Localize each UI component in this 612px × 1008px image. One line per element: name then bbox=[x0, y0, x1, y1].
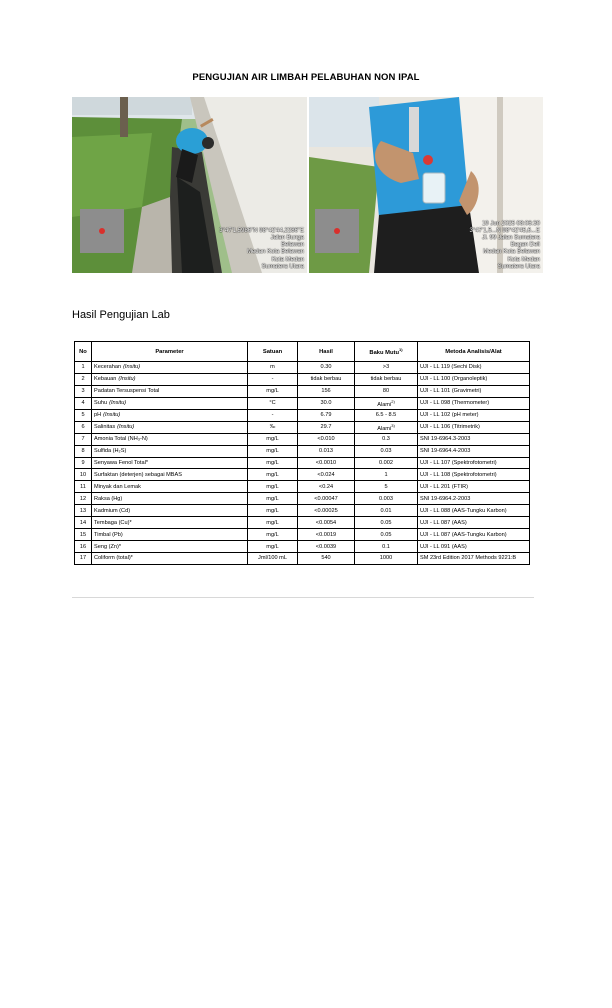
table-row bbox=[75, 553, 530, 565]
cell-result: <0.010 bbox=[298, 433, 355, 445]
cell-method: UJI - LL 102 (pH meter) bbox=[418, 409, 530, 421]
cell-method: UJI - LL 088 (AAS-Tungku Karbon) bbox=[418, 505, 530, 517]
cell-unit: mg/L bbox=[248, 385, 298, 397]
cell-parameter: Kadmium (Cd) bbox=[92, 505, 248, 517]
cell-standard: 80 bbox=[355, 385, 418, 397]
cell-standard: Alami$^{2)}$ bbox=[355, 397, 418, 409]
table-row bbox=[75, 362, 530, 374]
cell-parameter: Senyawa Fenol Total* bbox=[92, 457, 248, 469]
cell-parameter: Timbal (Pb) bbox=[92, 529, 248, 541]
table-row bbox=[75, 481, 530, 493]
cell-standard: 1000 bbox=[355, 553, 418, 565]
table-row bbox=[75, 373, 530, 385]
header-unit: Satuan bbox=[248, 342, 298, 362]
cell-no: 12 bbox=[75, 493, 92, 505]
cell-no: 1 bbox=[75, 362, 92, 374]
cell-unit: mg/L bbox=[248, 469, 298, 481]
cell-no: 3 bbox=[75, 385, 92, 397]
cell-unit: mg/L bbox=[248, 445, 298, 457]
cell-result: 6.79 bbox=[298, 409, 355, 421]
cell-method: UJI - LL 108 (Spektrofotometri) bbox=[418, 469, 530, 481]
cell-method: UJI - LL 106 (Titrimetrik) bbox=[418, 421, 530, 433]
cell-parameter: Amonia Total (NH₃-N) bbox=[92, 433, 248, 445]
photo-right-stamp: 19 Jun 2025 08:06:30 3°47'1,5...N 98°42'45,6...E Jl. 99 Jalan Sumatera Bagan Deli Medan Kota Belawan Kota Medan Sumatera Utara bbox=[469, 220, 540, 270]
cell-standard: 0.1 bbox=[355, 541, 418, 553]
cell-method: UJI - LL 119 (Sechi Disk) bbox=[418, 362, 530, 374]
cell-method: UJI - LL 107 (Spektrofotometri) bbox=[418, 457, 530, 469]
cell-parameter: Raksa (Hg) bbox=[92, 493, 248, 505]
cell-no: 2 bbox=[75, 373, 92, 385]
cell-standard: tidak berbau bbox=[355, 373, 418, 385]
cell-parameter: Coliform (total)* bbox=[92, 553, 248, 565]
cell-parameter: Surfaktan (deterjen) sebagai MBAS bbox=[92, 469, 248, 481]
cell-method: SNI 19-6964.2-2003 bbox=[418, 493, 530, 505]
cell-no: 6 bbox=[75, 421, 92, 433]
cell-unit: mg/L bbox=[248, 493, 298, 505]
cell-standard: 0.002 bbox=[355, 457, 418, 469]
cell-parameter: Kebauan (Insitu) bbox=[92, 373, 248, 385]
cell-parameter: Tembaga (Cu)* bbox=[92, 517, 248, 529]
photo-water-sample-cup bbox=[309, 97, 543, 273]
cell-result: 156 bbox=[298, 385, 355, 397]
table-row bbox=[75, 385, 530, 397]
cell-method: UJI - LL 101 (Gravimetri) bbox=[418, 385, 530, 397]
cell-parameter-note: (Insitu) bbox=[103, 412, 121, 419]
cell-unit: mg/L bbox=[248, 505, 298, 517]
cell-parameter: Minyak dan Lemak bbox=[92, 481, 248, 493]
cell-unit: - bbox=[248, 373, 298, 385]
footer-divider bbox=[72, 597, 534, 598]
table-row bbox=[75, 445, 530, 457]
cell-parameter: Padatan Tersuspensi Total bbox=[92, 385, 248, 397]
cell-result: 0.30 bbox=[298, 362, 355, 374]
table-row bbox=[75, 493, 530, 505]
table-row bbox=[75, 541, 530, 553]
cell-no: 5 bbox=[75, 409, 92, 421]
cell-unit: mg/L bbox=[248, 457, 298, 469]
cell-standard: 6.5 - 8.5 bbox=[355, 409, 418, 421]
table-row bbox=[75, 505, 530, 517]
photo-left-stamp: 3°47'1,5986"N 98°42'44,2286"E Jalan Bunga Belawan Medan Kota Belawan Kota Medan Sumatera Utara bbox=[219, 227, 304, 270]
table-row bbox=[75, 469, 530, 481]
cell-result: 0.013 bbox=[298, 445, 355, 457]
cell-result: <0.0039 bbox=[298, 541, 355, 553]
cell-parameter-note: (Insitu) bbox=[118, 376, 136, 383]
cell-no: 8 bbox=[75, 445, 92, 457]
table-row bbox=[75, 409, 530, 421]
cell-method: UJI - LL 100 (Organoleptik) bbox=[418, 373, 530, 385]
cell-unit: mg/L bbox=[248, 481, 298, 493]
cell-no: 7 bbox=[75, 433, 92, 445]
cell-unit: mg/L bbox=[248, 529, 298, 541]
header-result: Hasil bbox=[298, 342, 355, 362]
cell-parameter-note: (Insitu) bbox=[117, 424, 135, 431]
header-standard: Baku Mutu$^{1)}$ bbox=[355, 342, 418, 362]
cell-no: 16 bbox=[75, 541, 92, 553]
cell-standard-footnote: 3) bbox=[391, 422, 395, 428]
header-parameter: Parameter bbox=[92, 342, 248, 362]
section-heading: Hasil Pengujian Lab bbox=[72, 309, 170, 321]
cell-standard: 0.03 bbox=[355, 445, 418, 457]
cell-unit: mg/L bbox=[248, 541, 298, 553]
table-row bbox=[75, 529, 530, 541]
cell-no: 9 bbox=[75, 457, 92, 469]
cell-method: UJI - LL 098 (Thermometer) bbox=[418, 397, 530, 409]
cell-parameter: Sulfida (H₂S) bbox=[92, 445, 248, 457]
cell-result: <0.24 bbox=[298, 481, 355, 493]
cell-result: <0.0019 bbox=[298, 529, 355, 541]
table-row bbox=[75, 433, 530, 445]
cell-result: <0.0054 bbox=[298, 517, 355, 529]
table-row bbox=[75, 397, 530, 409]
cell-no: 11 bbox=[75, 481, 92, 493]
cell-result: 540 bbox=[298, 553, 355, 565]
cell-standard: Alami$^{3)}$ bbox=[355, 421, 418, 433]
cell-parameter-note: (Insitu) bbox=[123, 364, 141, 371]
cell-no: 17 bbox=[75, 553, 92, 565]
cell-standard: 5 bbox=[355, 481, 418, 493]
header-method: Metoda Analisis/Alat bbox=[418, 342, 530, 362]
cell-method: UJI - LL 087 (AAS) bbox=[418, 517, 530, 529]
cell-standard: 0.05 bbox=[355, 517, 418, 529]
cell-result: <0.0010 bbox=[298, 457, 355, 469]
table-header-row bbox=[75, 342, 530, 362]
cell-unit: Jml/100 mL bbox=[248, 553, 298, 565]
table-row bbox=[75, 457, 530, 469]
cell-result: tidak berbau bbox=[298, 373, 355, 385]
header-no: No bbox=[75, 342, 92, 362]
cell-no: 4 bbox=[75, 397, 92, 409]
cell-unit: - bbox=[248, 409, 298, 421]
photo-sampling-drain bbox=[72, 97, 307, 273]
cell-unit: mg/L bbox=[248, 517, 298, 529]
table-row bbox=[75, 517, 530, 529]
cell-method: UJI - LL 087 (AAS-Tungku Karbon) bbox=[418, 529, 530, 541]
cell-unit: ‰ bbox=[248, 421, 298, 433]
cell-unit: mg/L bbox=[248, 433, 298, 445]
cell-method: SM 23rd Edition 2017 Methods 9221:B bbox=[418, 553, 530, 565]
cell-unit: m bbox=[248, 362, 298, 374]
lab-results-table bbox=[74, 341, 530, 565]
cell-standard: 0.003 bbox=[355, 493, 418, 505]
cell-no: 14 bbox=[75, 517, 92, 529]
cell-result: 30.0 bbox=[298, 397, 355, 409]
cell-method: SNI 19-6964.4-2003 bbox=[418, 445, 530, 457]
cell-result: <0.024 bbox=[298, 469, 355, 481]
cell-parameter: Salinitas (Insitu) bbox=[92, 421, 248, 433]
cell-parameter: Seng (Zn)* bbox=[92, 541, 248, 553]
cell-result: <0.00025 bbox=[298, 505, 355, 517]
cell-parameter-note: (Insitu) bbox=[109, 400, 127, 407]
cell-method: UJI - LL 091 (AAS) bbox=[418, 541, 530, 553]
cell-standard-footnote: 2) bbox=[391, 398, 395, 404]
cell-unit: °C bbox=[248, 397, 298, 409]
table-row bbox=[75, 421, 530, 433]
cell-method: UJI - LL 201 (FTIR) bbox=[418, 481, 530, 493]
cell-method: SNI 19-6964.3-2003 bbox=[418, 433, 530, 445]
cell-standard: 0.01 bbox=[355, 505, 418, 517]
cell-standard: 0.05 bbox=[355, 529, 418, 541]
cell-standard: >3 bbox=[355, 362, 418, 374]
table-body bbox=[75, 362, 530, 565]
cell-result: <0.00047 bbox=[298, 493, 355, 505]
cell-parameter: pH (Insitu) bbox=[92, 409, 248, 421]
cell-no: 10 bbox=[75, 469, 92, 481]
cell-standard: 0.3 bbox=[355, 433, 418, 445]
document-title: PENGUJIAN AIR LIMBAH PELABUHAN NON IPAL bbox=[192, 72, 420, 83]
cell-parameter: Suhu (Insitu) bbox=[92, 397, 248, 409]
cell-parameter: Kecerahan (Insitu) bbox=[92, 362, 248, 374]
cell-standard: 1 bbox=[355, 469, 418, 481]
cell-no: 13 bbox=[75, 505, 92, 517]
cell-result: 29.7 bbox=[298, 421, 355, 433]
cell-no: 15 bbox=[75, 529, 92, 541]
